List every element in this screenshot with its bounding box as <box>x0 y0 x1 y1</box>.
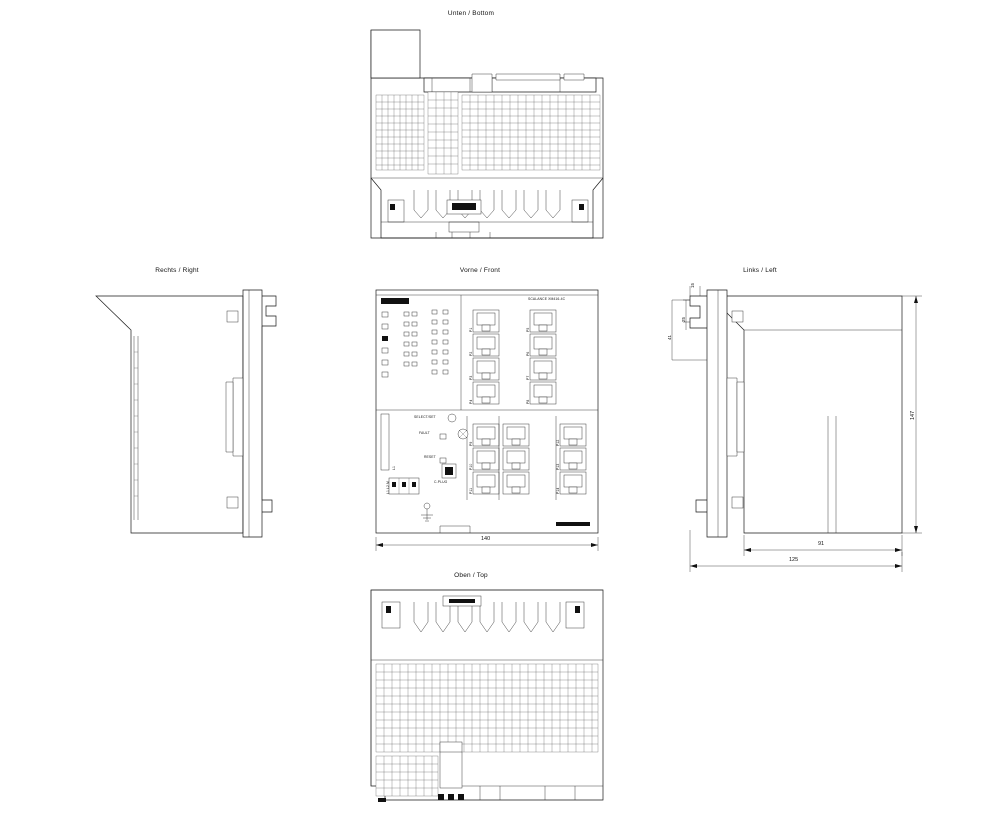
dim-left-small-1: 25 <box>681 316 686 322</box>
dim-left-depth: 91 <box>818 541 825 547</box>
front-cplug-label: C-PLUG <box>434 480 448 484</box>
port-label-p8: P8 <box>526 399 530 404</box>
port-label-p4: P4 <box>469 399 473 404</box>
port-label-p5: P5 <box>526 327 530 332</box>
front-left-led-group-label: L1 <box>392 466 396 470</box>
view-label-left: Links / Left <box>743 267 777 274</box>
front-select-button-label: SELECT/SET <box>414 415 436 419</box>
port-label-p2: P2 <box>469 351 473 356</box>
port-label-p12: P12 <box>556 439 560 446</box>
port-label-p1: P1 <box>469 327 473 332</box>
dim-left-small-2: 41 <box>667 334 672 340</box>
front-reset-button-label: RESET <box>424 455 436 459</box>
view-label-front: Vorne / Front <box>459 267 501 274</box>
port-label-p14: P14 <box>556 487 560 494</box>
port-label-p6: P6 <box>526 351 530 356</box>
dim-left-rail-top: 15 <box>690 282 695 288</box>
port-label-p3: P3 <box>469 375 473 380</box>
dim-front-width: 140 <box>481 536 491 542</box>
view-label-right: Rechts / Right <box>155 267 199 274</box>
front-power-terminal-label: L1 L2 M <box>386 481 390 494</box>
front-fault-led-label: FAULT <box>419 431 430 435</box>
dim-left-total-depth: 125 <box>789 557 799 563</box>
port-label-p9: P9 <box>469 441 473 446</box>
view-label-top: Oben / Top <box>454 572 488 579</box>
front-order-label <box>556 521 557 525</box>
port-label-p10: P10 <box>469 463 473 470</box>
port-label-p7: P7 <box>526 375 530 380</box>
port-label-p11: P11 <box>469 487 473 494</box>
view-label-bottom: Unten / Bottom <box>447 10 495 17</box>
front-product-label: SCALANCE XM416-4C <box>528 297 566 301</box>
front-brand-label <box>381 298 382 302</box>
dim-left-height: 147 <box>910 410 916 420</box>
port-label-p13: P13 <box>556 463 560 470</box>
